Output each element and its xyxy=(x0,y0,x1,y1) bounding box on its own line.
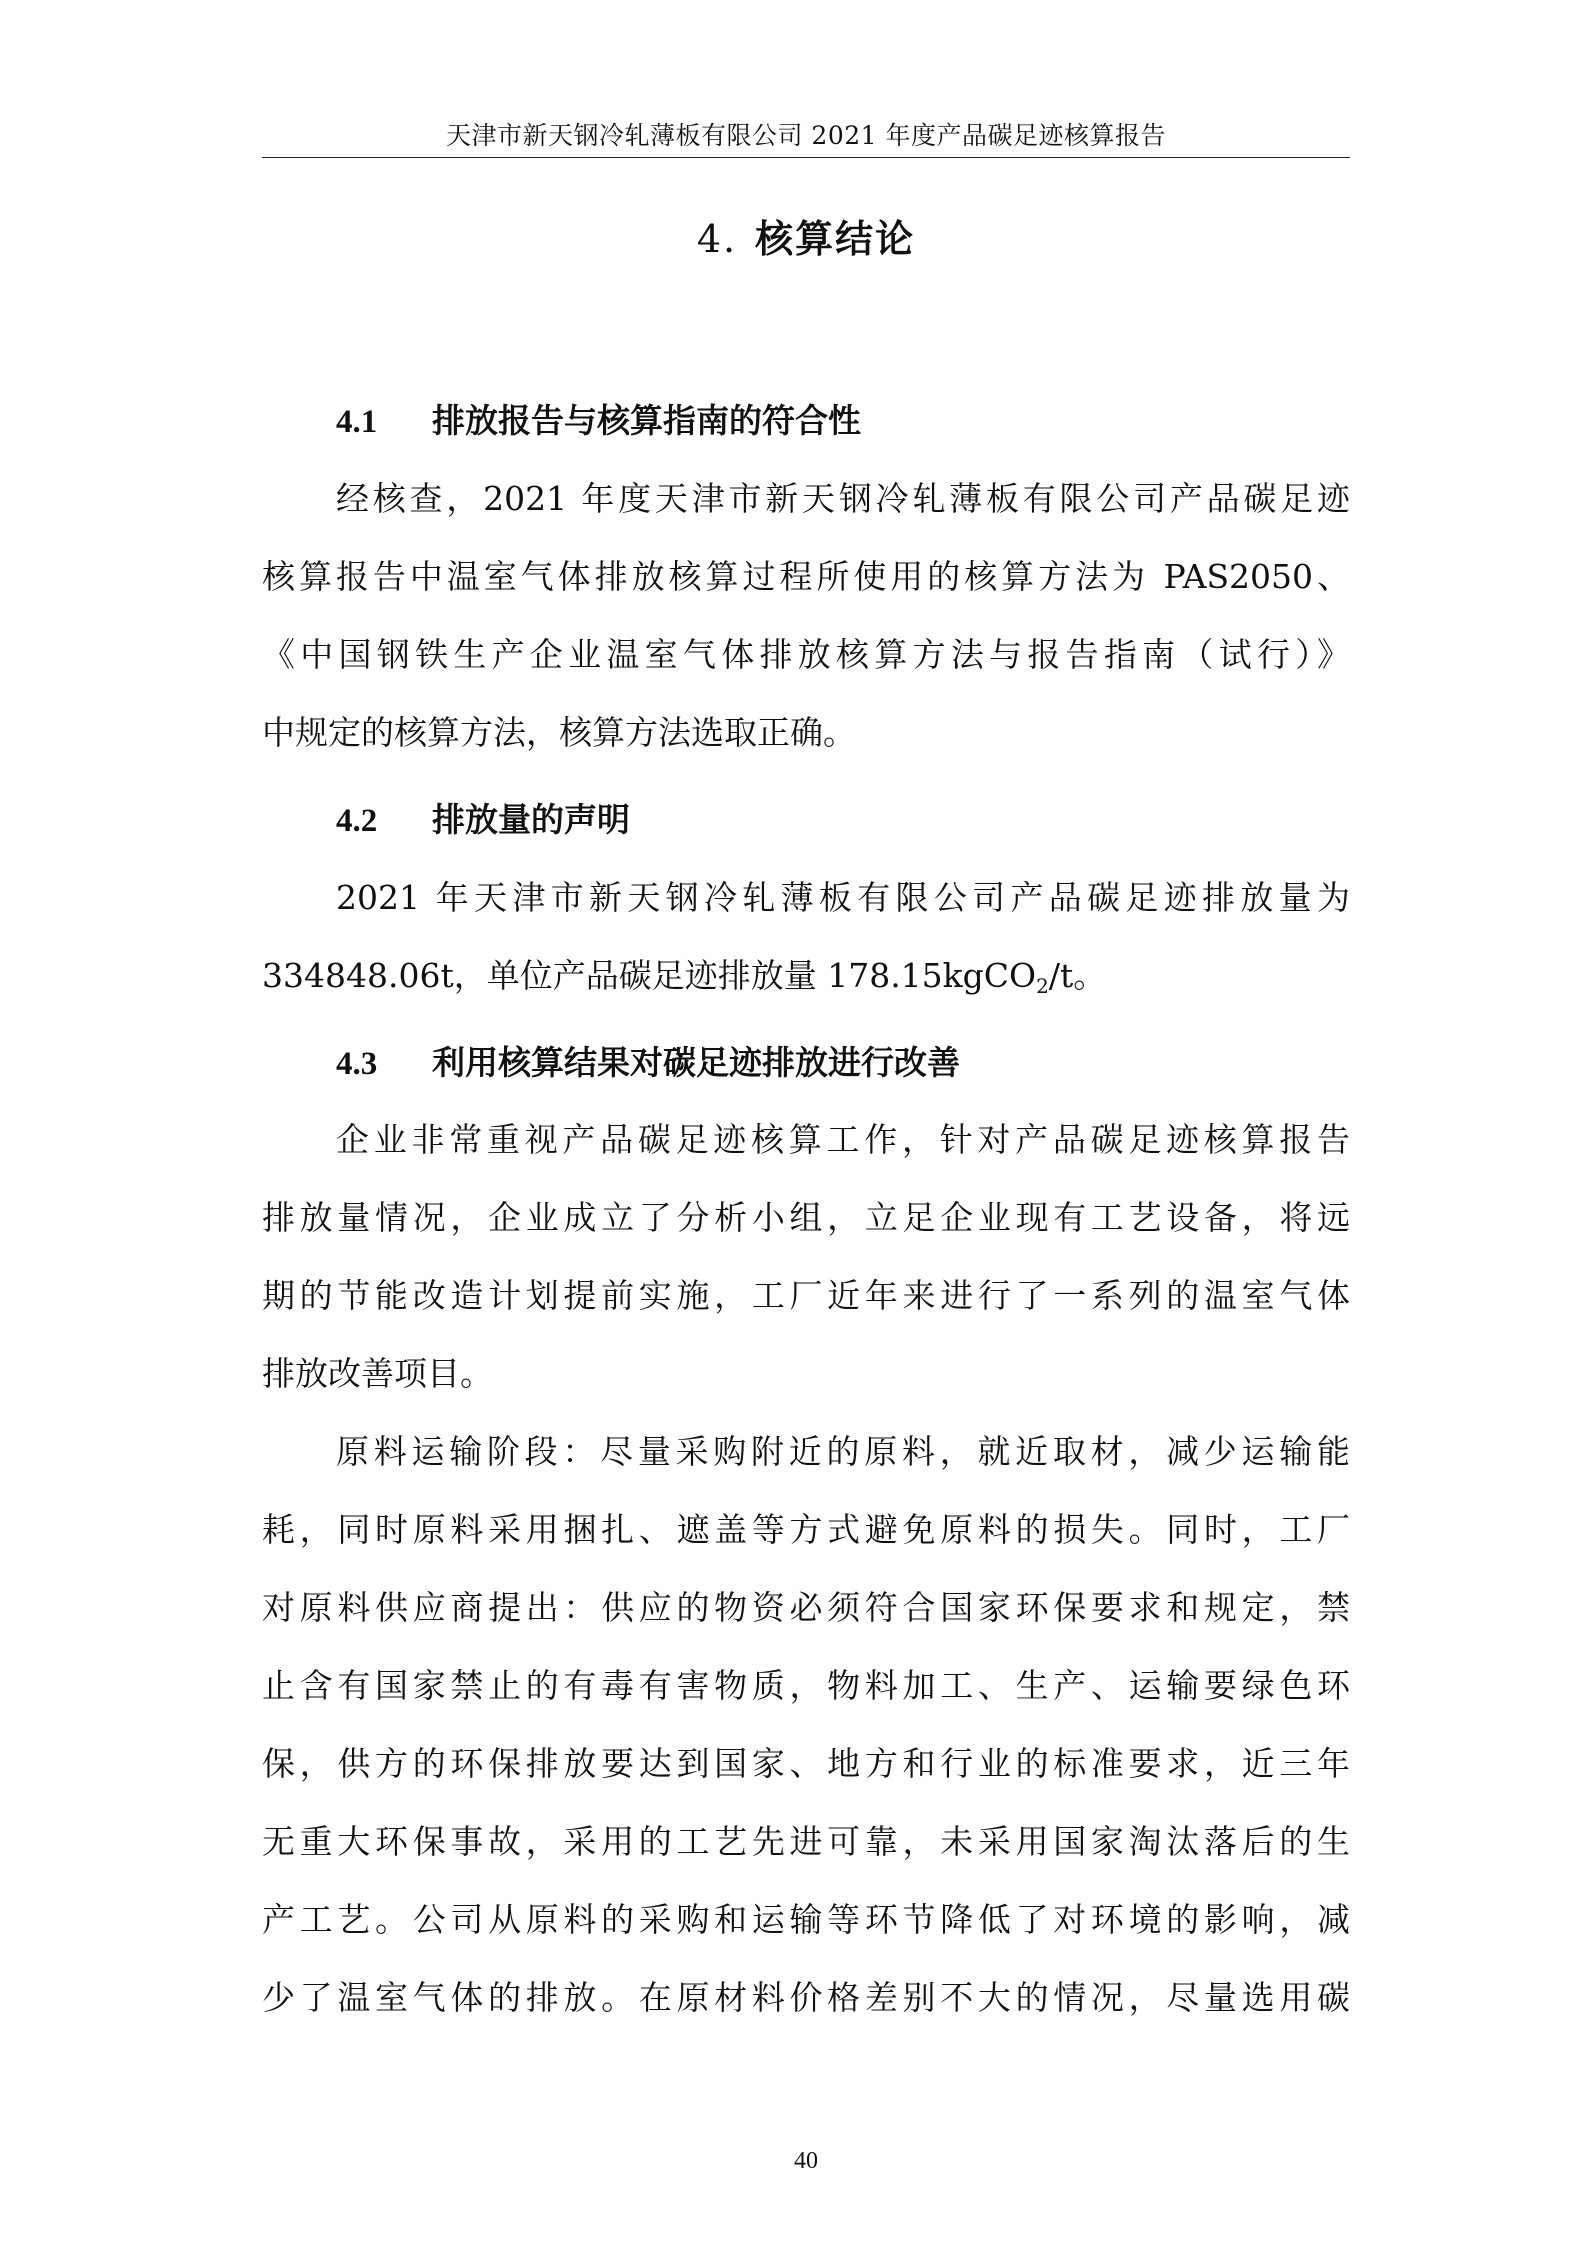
section-number: 4.1 xyxy=(336,404,378,440)
page-number: 40 xyxy=(794,2148,818,2174)
chapter-title xyxy=(262,208,1350,263)
paragraph-line: 《中国钢铁生产企业温室气体排放核算方法与报告指南（试行）》 xyxy=(262,635,1350,674)
running-header: 天津市新天钢冷轧薄板有限公司 2021 年度产品碳足迹核算报告 xyxy=(445,121,1167,150)
paragraph-line: 中规定的核算方法，核算方法选取正确。 xyxy=(262,713,856,752)
paragraph-line: 止含有国家禁止的有毒有害物质，物料加工、生产、运输要绿色环 xyxy=(262,1666,1350,1705)
paragraph-line: 经核查，2021 年度天津市新天钢冷轧薄板有限公司产品碳足迹 xyxy=(336,479,1350,518)
paragraph-line: 核算报告中温室气体排放核算过程所使用的核算方法为 PAS2050、 xyxy=(262,557,1350,596)
paragraph-line: 排放改善项目。 xyxy=(262,1354,493,1393)
co2-subscript: 2 xyxy=(1036,974,1049,998)
paragraph-line: 少了温室气体的排放。在原材料价格差别不大的情况，尽量选用碳 xyxy=(262,1978,1350,2017)
section-heading-4-1 xyxy=(336,395,861,442)
section-number: 4.2 xyxy=(336,803,378,839)
section-title: 排放报告与核算指南的符合性 xyxy=(432,401,861,440)
section-heading-4-2 xyxy=(336,794,630,841)
emission-unit-suffix: /t。 xyxy=(1048,956,1107,995)
section-number: 4.3 xyxy=(336,1046,378,1082)
section-heading-4-3 xyxy=(336,1037,960,1084)
paragraph-line: 2021 年天津市新天钢冷轧薄板有限公司产品碳足迹排放量为 xyxy=(336,878,1350,917)
paragraph-line xyxy=(262,937,1350,1015)
emission-value-text: 334848.06t，单位产品碳足迹排放量 178.15kgCO xyxy=(262,956,1037,995)
paragraph-line: 对原料供应商提出：供应的物资必须符合国家环保要求和规定，禁 xyxy=(262,1588,1350,1627)
chapter-title-text: 核算结论 xyxy=(755,216,916,261)
paragraph-improvement xyxy=(262,1101,1350,1413)
paragraph-line: 期的节能改造计划提前实施，工厂近年来进行了一系列的温室气体 xyxy=(262,1276,1350,1315)
section-title: 利用核算结果对碳足迹排放进行改善 xyxy=(432,1043,960,1082)
paragraph-line: 保，供方的环保排放要达到国家、地方和行业的标准要求，近三年 xyxy=(262,1744,1350,1783)
paragraph-line: 无重大环保事故，采用的工艺先进可靠，未采用国家淘汰落后的生 xyxy=(262,1822,1350,1861)
chapter-number: 4. xyxy=(696,217,738,261)
paragraph-line: 产工艺。公司从原料的采购和运输等环节降低了对环境的影响，减 xyxy=(262,1900,1350,1939)
header-rule xyxy=(262,157,1350,158)
paragraph-compliance xyxy=(262,460,1350,772)
paragraph-line: 原料运输阶段：尽量采购附近的原料，就近取材，减少运输能 xyxy=(336,1432,1350,1471)
paragraph-line: 企业非常重视产品碳足迹核算工作，针对产品碳足迹核算报告 xyxy=(336,1120,1350,1159)
paragraph-line: 耗，同时原料采用捆扎、遮盖等方式避免原料的损失。同时，工厂 xyxy=(262,1510,1350,1549)
paragraph-raw-material-transport xyxy=(262,1413,1350,2037)
section-title: 排放量的声明 xyxy=(432,800,630,839)
paragraph-line: 排放量情况，企业成立了分析小组，立足企业现有工艺设备，将远 xyxy=(262,1198,1350,1237)
paragraph-emission-statement xyxy=(262,859,1350,1015)
